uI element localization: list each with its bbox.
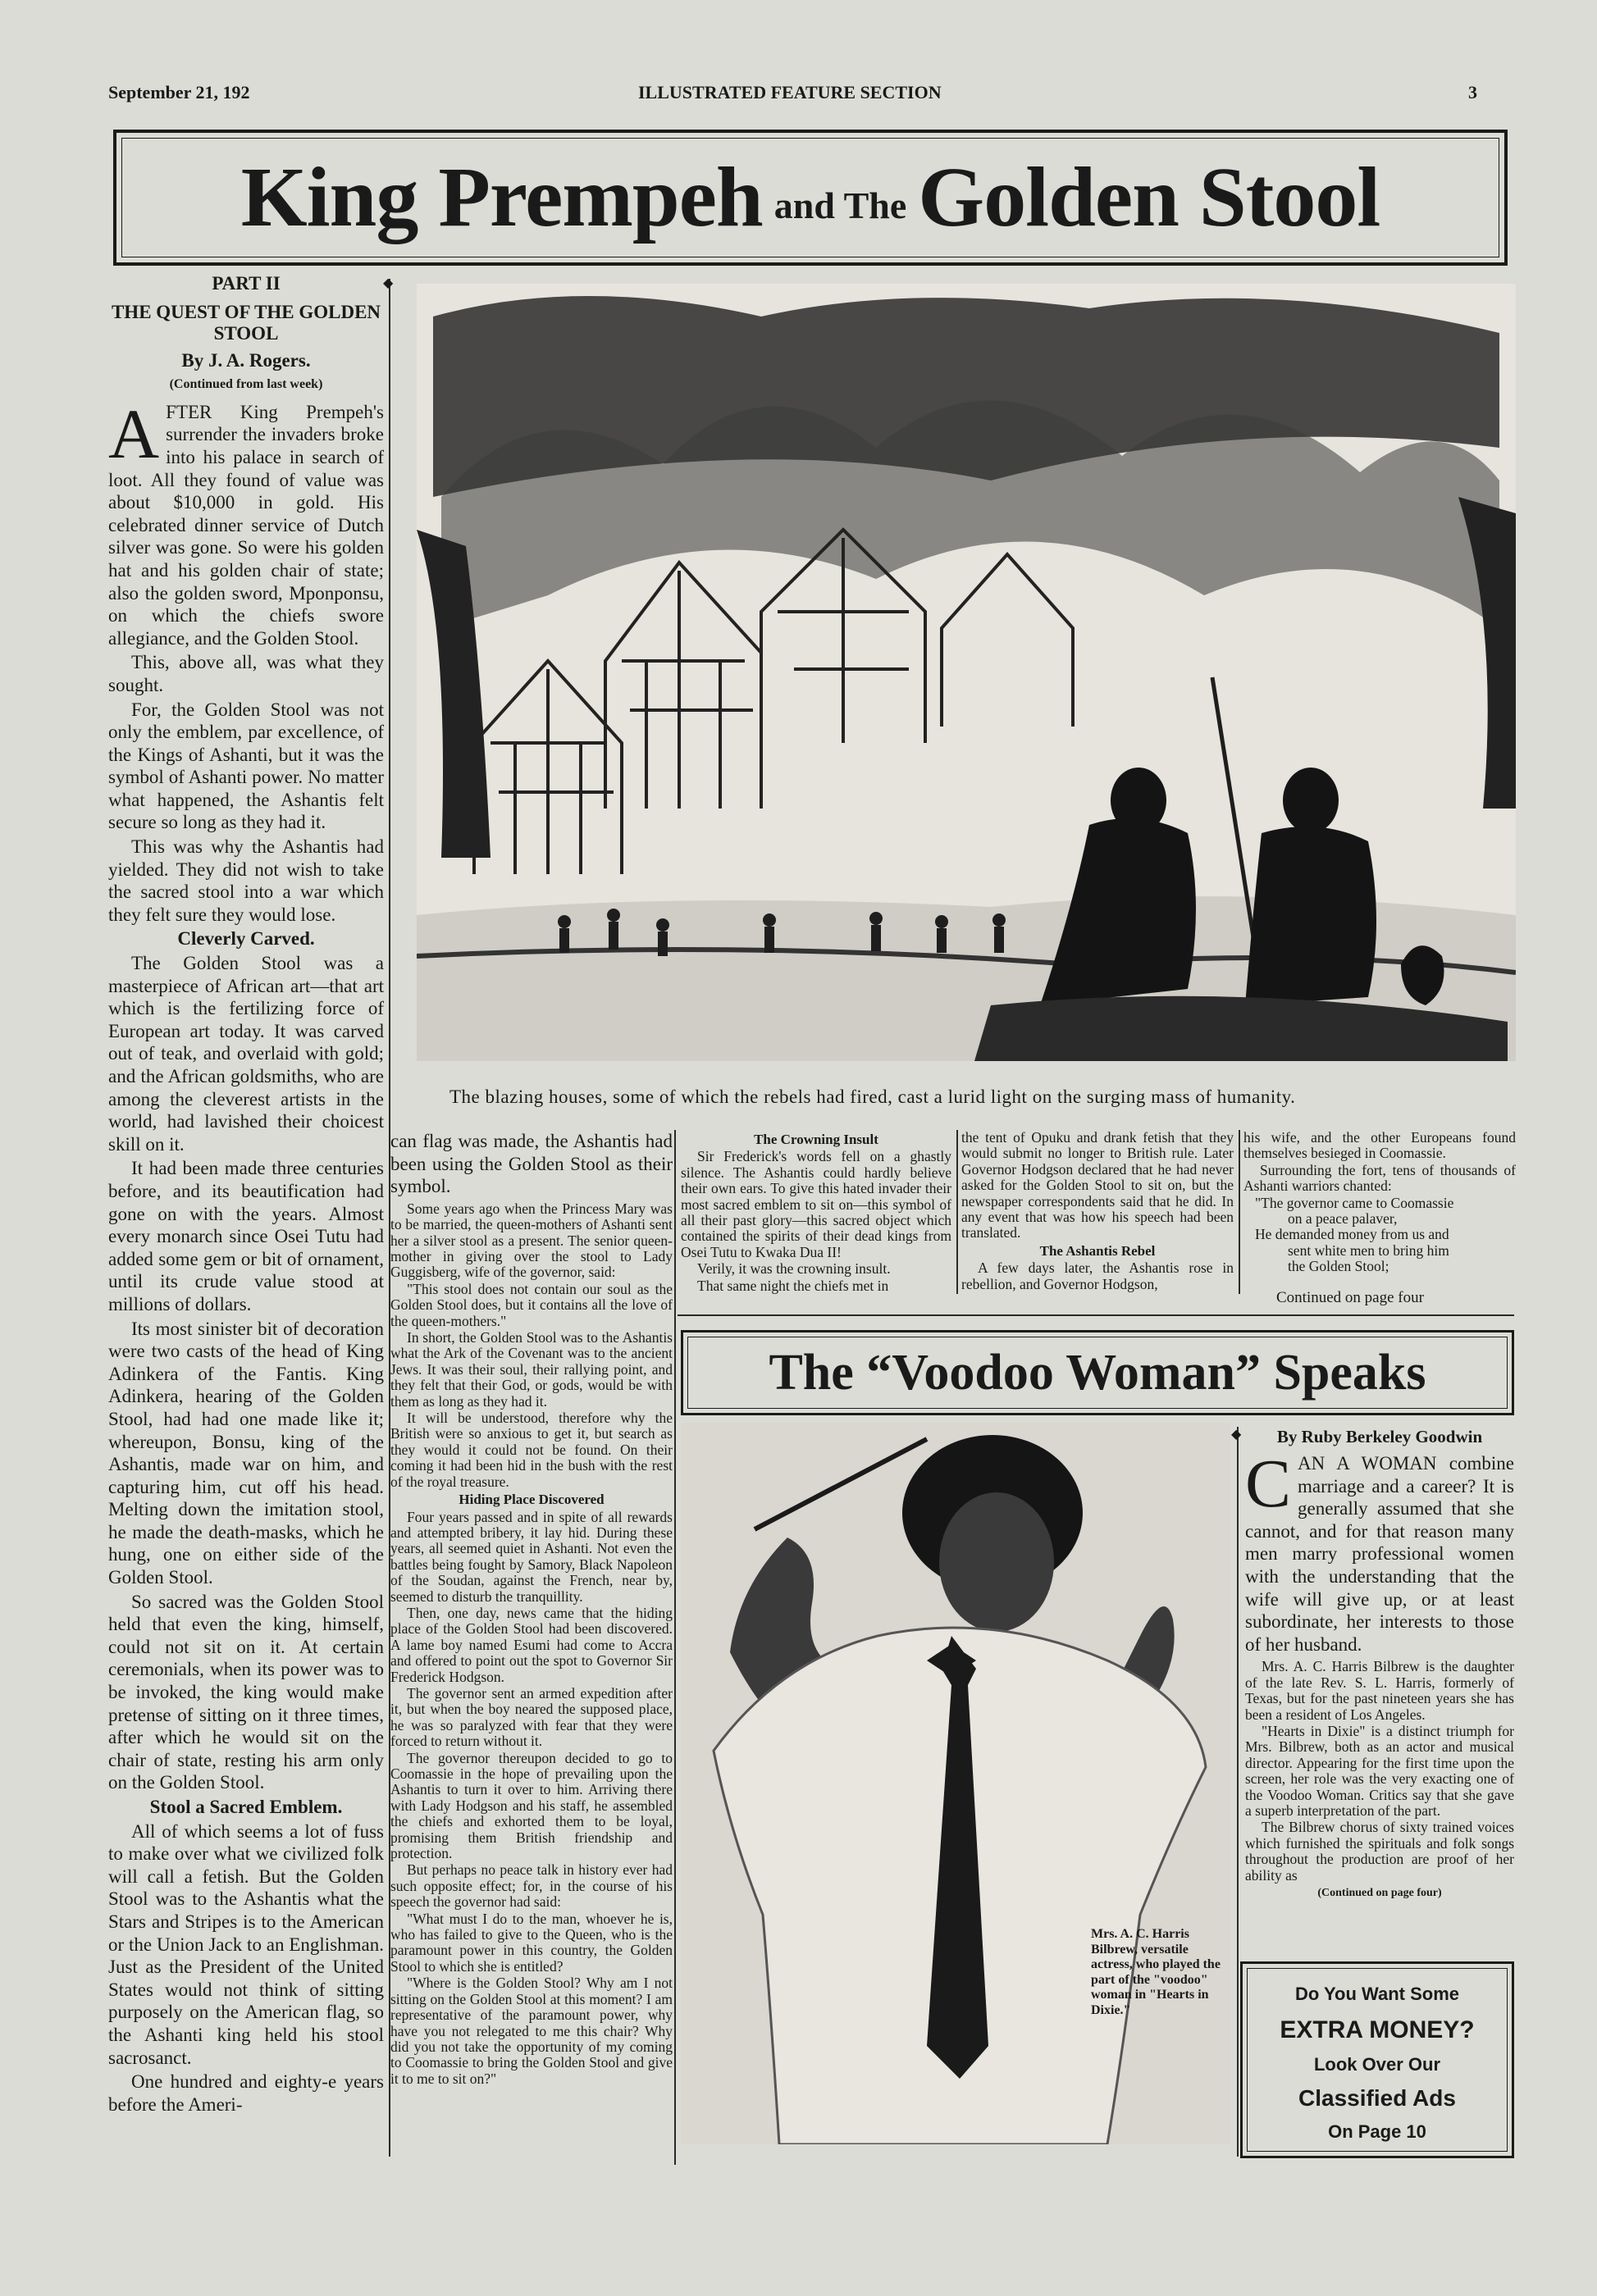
article-paragraph: The governor thereupon decided to go to Coomassie in the hope of prevailing upon the Ashantis to turn it over to him. Arriving there with Lady Hodgson and his staff, he assembled the chiefs and exhorted them to be loyal, promising them British friendship and protection.: [390, 1749, 673, 1862]
classified-ad-inner: [1247, 1968, 1508, 2152]
subhead-ashantis-rebel: The Ashantis Rebel: [1039, 1242, 1156, 1259]
article-paragraph: This was why the Ashantis had yielded. They did not wish to take the sacred stool into a war which they felt sure they would lose.: [108, 836, 384, 925]
article-paragraph: his wife, and the other Europeans found themselves besieged in Coomassie.: [1243, 1130, 1516, 1162]
voodoo-headline: The “Voodoo Woman” Speaks: [769, 1344, 1426, 1401]
rule-ornament: ◆: [383, 276, 394, 290]
article-paragraph: "Where is the Golden Stool? Why am I not sitting on the Golden Stool at this moment? I am representative of the paramount power, why have you not relegated to me this chair? Why did you not take the opportunity of my coming to Coomassie to bring the Golden Stool and give it to me to sit on?": [390, 1975, 673, 2087]
masthead-box: [113, 130, 1508, 266]
article-paragraph: "This stool does not contain our soul as the Golden Stool does, but it contains all the love of the queen-mothers.": [390, 1280, 673, 1329]
article-paragraph: For, the Golden Stool was not only the emblem, par excellence, of the Kings of Ashanti, but it was the symbol of Ashanti power. No matter what happened, the Ashantis felt secure so long as they had it.: [108, 699, 384, 833]
article-paragraph: So sacred was the Golden Stool held that even the king, himself, could not sit on it. At certain ceremonials, when its power was to be invoked, the king would make pretense of sitting on it three times, after which he would sit on the chair of state, resting his arm only on the Golden Stool.: [108, 1591, 384, 1793]
ad-line-5: On Page 10: [1328, 2121, 1426, 2142]
article-column-5: [1243, 1130, 1516, 1302]
subhead-cleverly-carved: Cleverly Carved.: [177, 928, 315, 950]
issue-date: September 21, 192: [108, 82, 250, 102]
section-title: ILLUSTRATED FEATURE SECTION: [638, 82, 942, 102]
article-paragraph: The Bilbrew chorus of sixty trained voices which furnished the spirituals and folk songs throughout the production are proof of her ability as: [1245, 1819, 1514, 1884]
voodoo-body: [1245, 1659, 1514, 1901]
subhead-hiding-place: Hiding Place Discovered: [459, 1492, 605, 1508]
column-rule: [1239, 1130, 1240, 1294]
page-number: 3: [1468, 82, 1477, 102]
article-column-4: [961, 1130, 1234, 1294]
article-part: PART II: [212, 273, 281, 294]
ad-line-1: Do You Want Some: [1294, 1984, 1460, 2004]
article-paragraph: "What must I do to the man, whoever he is, who has failed to give to the Queen, who is the paramount power in this country, the Golden Stool to which she is entitled?: [390, 1910, 673, 1975]
warrior-chant: [1243, 1196, 1516, 1275]
voodoo-byline: By Ruby Berkeley Goodwin: [1276, 1427, 1483, 1446]
subhead-sacred-emblem: Stool a Sacred Emblem.: [149, 1797, 343, 1817]
photo-mrs-bilbrew: [681, 1423, 1230, 2144]
article-byline: By J. A. Rogers.: [181, 349, 311, 371]
article-paragraph: Surrounding the fort, tens of thousands of Ashanti warriors chanted:: [1243, 1161, 1516, 1195]
ad-line-3: Look Over Our: [1313, 2054, 1441, 2075]
illustration-blazing-houses: [417, 284, 1516, 1061]
article-column-2: [390, 1130, 673, 2165]
article-paragraph: One hundred and eighty-e years before the Ameri-: [108, 2071, 384, 2115]
article-continued-note: (Continued from last week): [169, 377, 323, 392]
article-paragraph: Sir Frederick's words fell on a ghastly silence. The Ashantis could hardly believe their own ears. To give this hated invader their most sacred emblem to sit on—this symbol of all their past glory—this sacred object which contained the spirits of their dead kings from Osei Tutu to Kwaka Dua II!: [681, 1148, 951, 1260]
dropcap-a: A: [108, 394, 160, 473]
rule-ornament: ◆: [1231, 1428, 1242, 1442]
column-rule: [1237, 1427, 1239, 2157]
chant-line: sent white men to bring him: [1288, 1241, 1449, 1259]
illustration-caption: The blazing houses, some of which the rebels had fired, cast a lurid light on the surging mass of humanity.: [449, 1086, 1296, 1107]
article-paragraph: That same night the chiefs met in: [697, 1277, 889, 1294]
article-paragraph: This, above all, was what they sought.: [108, 652, 384, 695]
col2-lead: can flag was made, the Ashantis had been using the Golden Stool as their symbol.: [390, 1131, 673, 1197]
masthead-inner: [121, 138, 1499, 257]
chant-line: "The governor came to Coomassie: [1255, 1194, 1454, 1211]
photo-caption: Mrs. A. C. Harris Bilbrew, versatile actress, who played the part of the "voodoo" woman in "Hearts in Dixie.": [1091, 1927, 1221, 2017]
chant-line: on a peace palaver,: [1288, 1210, 1398, 1228]
article-paragraph: It had been made three centuries before, and its beautification had gone on with the years. Almost every monarch since Osei Tutu had added some gem or bit of ornament, until its crude value stood at millions of dollars.: [108, 1158, 384, 1314]
ad-line-4: Classified Ads: [1298, 2085, 1456, 2111]
article-paragraph: The governor sent an armed expedition after it, but when the boy neared the supposed place, he was so paralyzed with fear that they were forced to return without it.: [390, 1684, 673, 1750]
article-paragraph: "Hearts in Dixie" is a distinct triumph for Mrs. Bilbrew, both as an actor and musical director. Appearing for the first time upon the screen, her role was the very exacting one of the Voodoo Woman. Critics say that she gave a superb interpretation of the part.: [1245, 1722, 1514, 1819]
masthead-and-the: and The: [773, 184, 907, 226]
masthead-king-prempeh: King Prempeh: [240, 150, 763, 244]
article-paragraph: In short, the Golden Stool was to the Ashantis what the Ark of the Covenant was to the ancient Jews. It was their soul, their rallying point, and they felt that their God, or gods, would be with them as long as they had it.: [390, 1329, 673, 1410]
col2-body: [390, 1201, 673, 2087]
voodoo-continued: (Continued on page four): [1317, 1887, 1442, 1900]
ad-line-2: EXTRA MONEY?: [1280, 2016, 1475, 2043]
article-paragraph: Verily, it was the crowning insult.: [697, 1260, 891, 1278]
article-paragraph: A few days later, the Ashantis rose in rebellion, and Governor Hodgson,: [961, 1260, 1234, 1292]
masthead-golden-stool: Golden Stool: [918, 150, 1380, 244]
voodoo-lead-text: AN A WOMAN combine marriage and a career? It is generally assumed that she cannot, and for that reason many men marry professional women with the understanding that the wife will give up, or at least subordinate, her interests to those of her husband.: [1245, 1453, 1514, 1655]
voodoo-headline-inner: [687, 1337, 1508, 1409]
article-paragraph: Then, one day, news came that the hiding place of the Golden Stool had been discovered. A lame boy named Esumi had come to Accra and offered to point out the spot to Governor Sir Frederick Hodgson.: [390, 1604, 673, 1685]
article-paragraph: Four years passed and in spite of all rewards and attempted bribery, it lay hid. During these years, all seemed quiet in Ashanti. Not even the battles being fought by Samory, Black Napoleon of the Soudan, against the French, near by, seemed to disturb the tranquillity.: [390, 1508, 673, 1605]
continued-page-four: Continued on page four: [1276, 1289, 1424, 1306]
voodoo-lead: [1245, 1446, 1514, 1656]
chant-line: He demanded money from us and: [1255, 1226, 1449, 1243]
article-paragraph: It will be understood, therefore why the British were so anxious to get it, but search as they would it could not be found. On their coming it had been hid in the bush with the rest of the royal treasure.: [390, 1410, 673, 1490]
column-rule: [956, 1130, 958, 1294]
article-paragraph: Mrs. A. C. Harris Bilbrew is the daughter of the late Rev. S. L. Harris, formerly of Texas, but for the past nineteen years she has been a resident of Los Angeles.: [1245, 1658, 1514, 1723]
chant-line: the Golden Stool;: [1288, 1258, 1389, 1275]
article-paragraph: Its most sinister bit of decoration were two casts of the head of King Adinkera of the Fantis. King Adinkera, hearing of the Golden Stool, had had one made like it; whereupon, Bonsu, king of the Ashantis, made war on him, and capturing him, cut off his head. Melting down the imitation stool, he made the death-masks, which he hung, one on either side of the Golden Stool.: [108, 1318, 384, 1588]
article-paragraph: Some years ago when the Princess Mary was to be married, the queen-mothers of Ashanti sent her a silver stool as a present. The senior queen-mother in giving over the stool to Lady Guggisberg, wife of the governor, said:: [390, 1200, 673, 1281]
article-paragraph: All of which seems a lot of fuss to make over what we civilized folk will call a fetish. But the Golden Stool was to the Ashantis what the Stars and Stripes is to the American or the Union Jack to an Englishman. Just as the President of the United States would not think of sitting purposely on the American flag, so the Ashanti king held his stool sacrosanct.: [108, 1820, 384, 2068]
dropcap-c: C: [1245, 1446, 1292, 1522]
article-paragraph: AFTER King Prempeh's surrender the invaders broke into his palace in search of loot. All they found of value was about $10,000 in gold. His celebrated dinner service of Dutch silver was gone. So were his golden hat and his golden chair of state; also the golden sword, Mponponsu, on which the chiefs swore allegiance, and the Golden Stool.: [108, 394, 384, 649]
article-column-1: [108, 271, 384, 2157]
article-paragraph: The Golden Stool was a masterpiece of African art—that art which is the fertilizing force of European art today. It was carved out of teak, and overlaid with gold; and the African goldsmiths, who are among the cleverest artists in the world, had lavished their choicest skill on it.: [108, 953, 384, 1155]
voodoo-headline-box: [681, 1330, 1514, 1415]
subhead-crowning-insult: The Crowning Insult: [754, 1132, 878, 1147]
article-paragraph: But perhaps no peace talk in history ever had such opposite effect; for, in the course of his speech the governor had said:: [390, 1861, 673, 1911]
classified-ad-box: [1240, 1961, 1514, 2158]
article-subtitle: THE QUEST OF THE GOLDEN STOOL: [111, 301, 381, 344]
article-paragraph: the tent of Opuku and drank fetish that they would submit no longer to British rule. Later Governor Hodgson declared that he had never asked for the Golden Stool to sit on, but the newspaper correspondents said that he did. In any event that was how his speech had been translated.: [961, 1130, 1234, 1241]
column-rule: [674, 1130, 676, 2165]
voodoo-article-column: [1245, 1427, 1514, 1960]
section-rule: [678, 1314, 1514, 1316]
article-column-3: [681, 1130, 951, 1294]
